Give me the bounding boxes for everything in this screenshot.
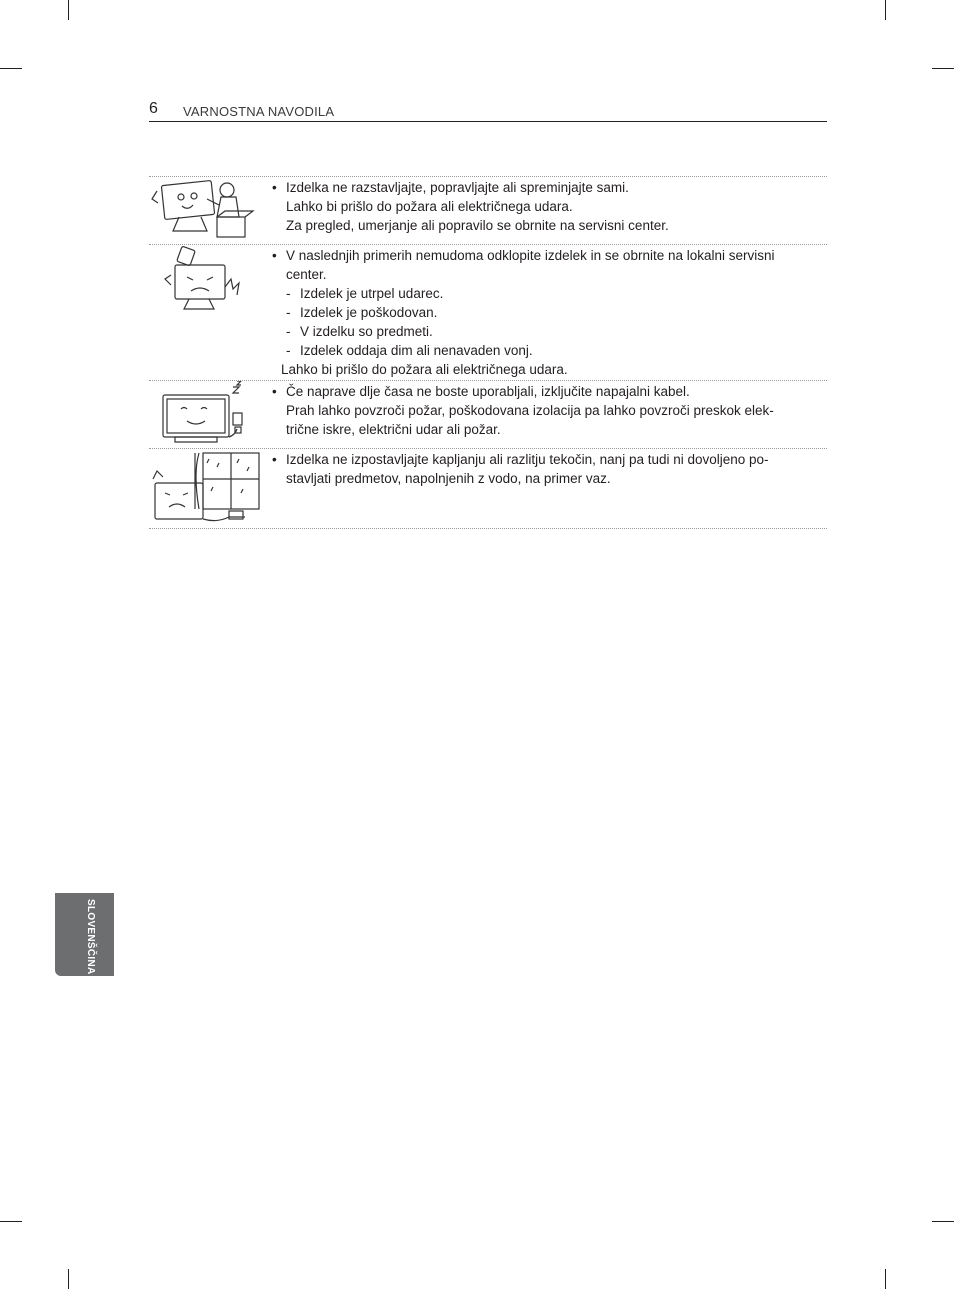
crop-mark bbox=[932, 1221, 954, 1222]
instruction-line: Prah lahko povzroči požar, poškodovana izolacija pa lahko povzroči preskok elek- bbox=[286, 403, 774, 418]
crop-mark bbox=[0, 1221, 22, 1222]
header-divider bbox=[149, 121, 827, 122]
instruction-line: center. bbox=[286, 267, 327, 282]
safety-row bbox=[149, 244, 827, 380]
instruction-line: Za pregled, umerjanje ali popravilo se obrnite na servisni center. bbox=[286, 218, 669, 233]
crop-mark bbox=[68, 0, 69, 20]
crop-mark bbox=[885, 0, 886, 20]
sub-item: - Izdelek je poškodovan. bbox=[272, 303, 827, 322]
sub-item: - Izdelek oddaja dim ali nenavaden vonj. bbox=[272, 341, 827, 360]
safety-row bbox=[149, 380, 827, 448]
safety-item-text bbox=[272, 449, 827, 488]
safety-row bbox=[149, 176, 827, 244]
safety-item-text bbox=[272, 245, 827, 379]
instruction-line: • V naslednjih primerih nemudoma odklopite izdelek in se obrnite na lokalni servisni bbox=[272, 246, 827, 265]
instruction-line: • Izdelka ne izpostavljajte kapljanju ali razlitju tekočin, nanj pa tudi ni dovoljeno po- bbox=[272, 450, 827, 469]
instruction-line: • Če naprave dlje časa ne boste uporabljali, izključite napajalni kabel. bbox=[272, 382, 827, 401]
tv-damaged-icon bbox=[149, 245, 262, 315]
language-side-tab bbox=[55, 893, 114, 976]
safety-instructions-table bbox=[149, 176, 827, 529]
instruction-line: stavljati predmetov, napolnjenih z vodo, na primer vaz. bbox=[286, 471, 611, 486]
tv-rain-window-icon bbox=[149, 449, 262, 527]
sub-item: - Izdelek je utrpel udarec. bbox=[272, 284, 827, 303]
instruction-line: • Izdelka ne razstavljajte, popravljajte ali spreminjajte sami. bbox=[272, 178, 827, 197]
crop-mark bbox=[932, 68, 954, 69]
instruction-line: Lahko bi prišlo do požara ali električnega udara. bbox=[286, 199, 573, 214]
sub-item: - V izdelku so predmeti. bbox=[272, 322, 827, 341]
crop-mark bbox=[885, 1269, 886, 1289]
safety-row bbox=[149, 448, 827, 529]
instruction-line: trične iskre, električni udar ali požar. bbox=[286, 422, 501, 437]
page-number: 6 bbox=[149, 100, 158, 117]
section-title: VARNOSTNA NAVODILA bbox=[183, 104, 335, 119]
tv-sleeping-unplugged-icon bbox=[149, 381, 262, 447]
language-label: SLOVENŠČINA bbox=[85, 899, 96, 975]
crop-mark bbox=[0, 68, 22, 69]
safety-item-text bbox=[272, 381, 827, 439]
instruction-line: Lahko bi prišlo do požara ali električnega udara. bbox=[281, 362, 568, 377]
tv-repair-person-icon bbox=[149, 177, 262, 243]
safety-item-text bbox=[272, 177, 827, 235]
crop-mark bbox=[68, 1269, 69, 1289]
